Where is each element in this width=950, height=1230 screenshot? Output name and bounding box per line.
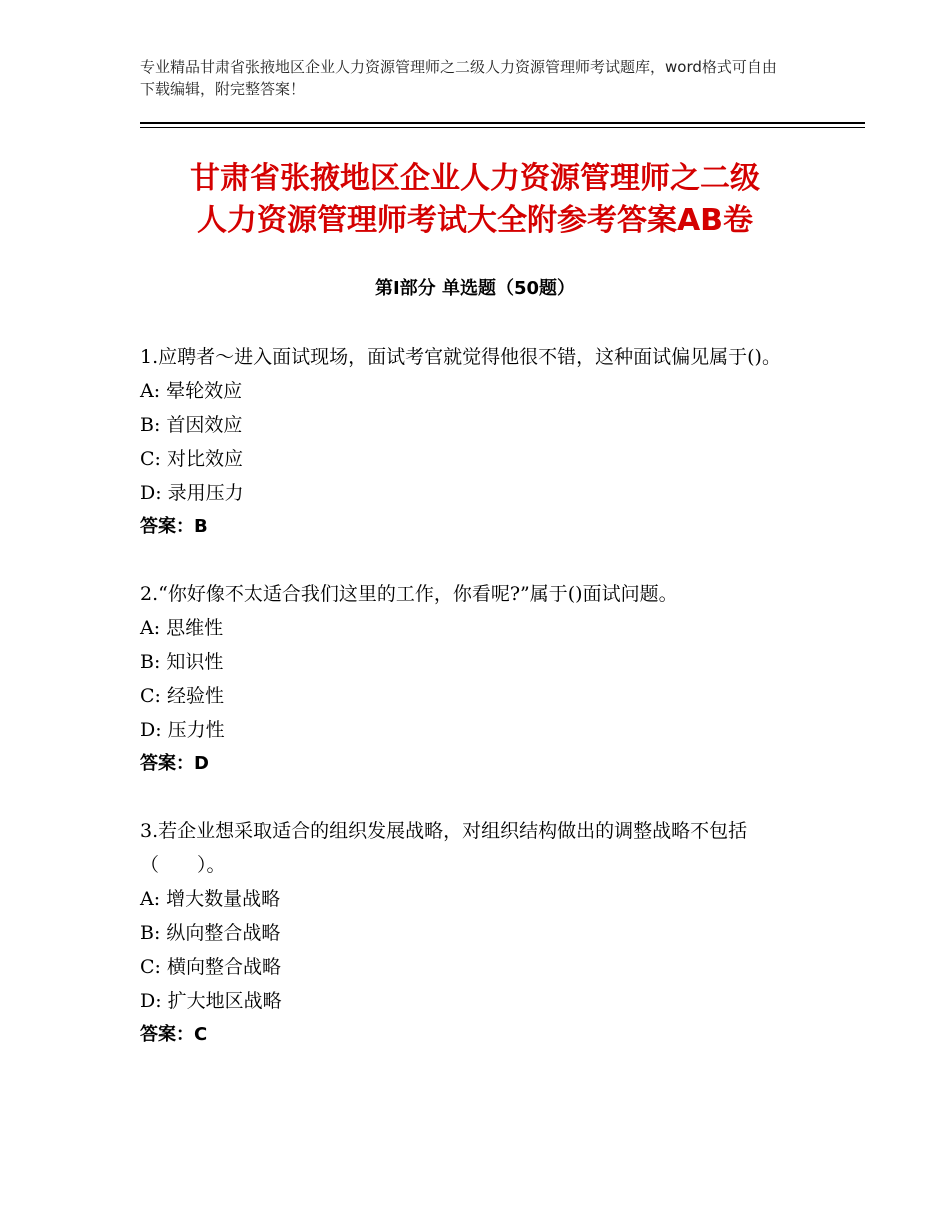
question-1 <box>140 340 820 544</box>
option-d: D: 扩大地区战略 <box>140 990 282 1012</box>
answer: 答案：D <box>140 753 209 774</box>
document-title <box>60 158 890 242</box>
option-c: C: 经验性 <box>140 685 224 707</box>
page-header-text: 专业精品甘肃省张掖地区企业人力资源管理师之二级人力资源管理师考试题库，word格式可自由下载编辑，附完整答案！ <box>140 58 777 98</box>
question-stem: 3.若企业想采取适合的组织发展战略，对组织结构做出的调整战略不包括（ ）。 <box>140 820 748 876</box>
question-3 <box>140 814 820 1052</box>
option-b: B: 知识性 <box>140 651 224 673</box>
document-title-line-2: 人力资源管理师考试大全附参考答案AB卷 <box>196 203 754 238</box>
option-b: B: 首因效应 <box>140 414 243 436</box>
option-d: D: 压力性 <box>140 719 225 741</box>
answer: 答案：C <box>140 1024 208 1045</box>
option-b: B: 纵向整合战略 <box>140 922 281 944</box>
option-d: D: 录用压力 <box>140 482 244 504</box>
option-a: A: 晕轮效应 <box>140 380 243 402</box>
question-stem: 1.应聘者～进入面试现场，面试考官就觉得他很不错，这种面试偏见属于()。 <box>140 346 781 368</box>
question-stem: 2.“你好像不太适合我们这里的工作，你看呢?”属于()面试问题。 <box>140 583 678 605</box>
answer: 答案：B <box>140 516 208 537</box>
option-c: C: 对比效应 <box>140 448 243 470</box>
question-2 <box>140 577 820 781</box>
section-title: 第Ⅰ部分 单选题（50题） <box>374 278 575 299</box>
question-list <box>140 340 820 1085</box>
option-a: A: 思维性 <box>140 617 224 639</box>
option-c: C: 横向整合战略 <box>140 956 281 978</box>
header-rule-thin <box>140 127 865 128</box>
document-title-line-1: 甘肃省张掖地区企业人力资源管理师之二级 <box>190 161 760 196</box>
header-rule-thick <box>140 122 865 124</box>
option-a: A: 增大数量战略 <box>140 888 281 910</box>
